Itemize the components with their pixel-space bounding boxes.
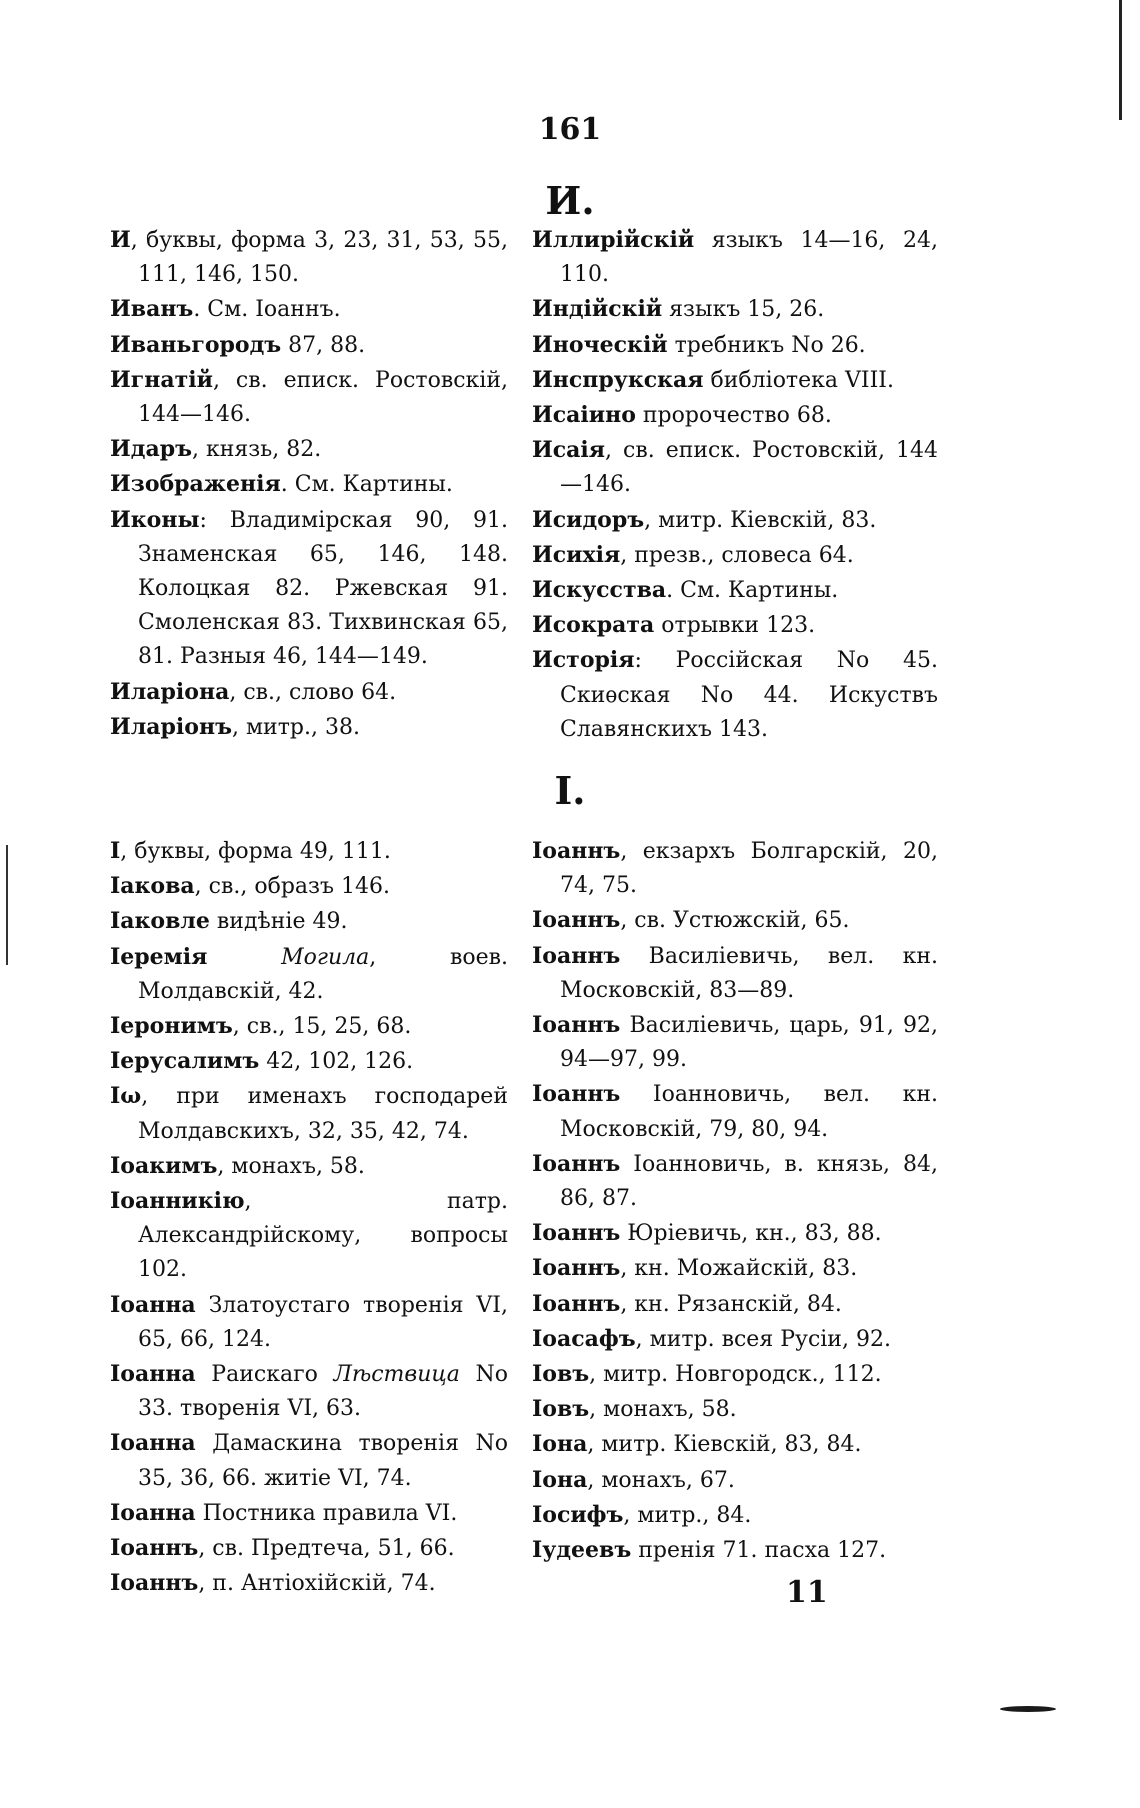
index-entry xyxy=(532,292,938,327)
entry-headword: Иноческій xyxy=(532,331,668,358)
entry-headword: Иваньгородъ xyxy=(110,331,282,358)
entry-text: , св. Предтеча, 51, 66. xyxy=(198,1536,455,1562)
index-entry xyxy=(110,1531,508,1566)
entry-headword: Іоаннъ xyxy=(110,1570,199,1597)
entry-text: Златоустаго творенія VI, 65, 66, 124. xyxy=(138,1292,508,1352)
entry-headword: Іеронимъ xyxy=(110,1013,233,1040)
entry-text: , при именахъ господарей Молдавскихъ, 32, 35, 42, 74. xyxy=(138,1084,508,1144)
entry-headword: Исторія xyxy=(532,647,635,674)
entry-text: языкъ 14—16, 24, 110. xyxy=(560,228,938,288)
index-entry xyxy=(532,1392,938,1427)
entry-headword: Исократа xyxy=(532,612,655,639)
entry-headword: Искусства xyxy=(532,577,667,604)
index-entry xyxy=(110,432,508,467)
entry-text: , буквы, форма 49, 111. xyxy=(120,839,391,864)
index-entry xyxy=(532,363,938,398)
entry-text: Раискаго xyxy=(195,1362,334,1388)
index-entry xyxy=(532,1251,938,1286)
entry-headword: Іоаннъ xyxy=(532,838,621,864)
entry-headword: Іона xyxy=(532,1431,588,1458)
entry-headword: Іоаннъ xyxy=(532,1081,621,1108)
index-entry xyxy=(532,398,938,433)
entry-headword: Игнатій xyxy=(110,366,213,393)
index-entry xyxy=(110,1426,508,1495)
entry-text: библіотека VIII. xyxy=(703,367,894,393)
entry-headword: Исаіино xyxy=(532,402,636,429)
entry-headword: Іоанна xyxy=(110,1291,196,1318)
entry-headword: Исидоръ xyxy=(532,506,645,533)
section-i-left-column xyxy=(110,223,508,745)
entry-headword: Іоаннъ xyxy=(532,942,621,969)
entry-text: , св., слово 64. xyxy=(229,679,397,705)
section-letter-i: И. xyxy=(545,178,595,223)
index-entry xyxy=(110,223,508,292)
entry-text: . См. Картины. xyxy=(666,578,839,604)
index-entry xyxy=(110,328,508,363)
entry-text: , митр., 84. xyxy=(623,1502,752,1528)
entry-text: , св., образъ 146. xyxy=(194,874,390,900)
entry-text: , князь, 82. xyxy=(191,437,322,463)
entry-text: , митр. Новгородск., 112. xyxy=(589,1362,882,1388)
entry-headword: Іеремія xyxy=(110,943,208,970)
entry-text: языкъ 15, 26. xyxy=(662,297,825,323)
index-entry xyxy=(532,1147,938,1216)
entry-headword: Іоаннъ xyxy=(532,1150,621,1177)
entry-text: Дамаскина творенія No 35, 36, 66. житіе VI, 74. xyxy=(138,1431,508,1491)
index-entry xyxy=(532,1463,938,1498)
index-entry xyxy=(532,608,938,643)
entry-headword: Инспрукская xyxy=(532,366,704,393)
entry-text: , св. еписк. Ростовскій, 144—146. xyxy=(138,367,508,428)
index-entry xyxy=(532,1322,938,1357)
entry-text: Постника правила VI. xyxy=(195,1500,458,1526)
entry-text: , митр. Кіевскій, 83, 84. xyxy=(587,1432,862,1458)
entry-headword: Идаръ xyxy=(110,436,192,463)
section-i-decimal-right-column xyxy=(532,834,938,1568)
entry-headword: Иларіонъ xyxy=(110,713,232,740)
entry-headword: Іоаннъ xyxy=(110,1535,199,1562)
index-entry xyxy=(532,1287,938,1322)
index-entry xyxy=(110,1288,508,1357)
index-entry xyxy=(532,503,938,538)
entry-text: , монахъ, 58. xyxy=(589,1397,737,1423)
entry-headword: Іовъ xyxy=(532,1396,590,1423)
entry-headword: Іерусалимъ xyxy=(110,1048,260,1075)
entry-text: : Владимірская 90, 91. Знаменская 65, 146, 148. Колоцкая 82. Ржевская 91. Смоленская 83. Тихвинская 65, 81. Разныя 46, 144—149. xyxy=(138,507,508,670)
entry-headword: Іоаннъ xyxy=(532,1220,621,1247)
entry-text-tail: No 33. творенія VI, 63. xyxy=(138,1362,508,1422)
entry-text: , кн. Рязанскій, 84. xyxy=(620,1291,842,1317)
entry-italic-name: Могила xyxy=(281,944,370,970)
index-entry xyxy=(110,1496,508,1531)
index-entry xyxy=(532,643,938,747)
entry-text: , буквы, форма 3, 23, 31, 53, 55, 111, 146, 150. xyxy=(130,228,508,288)
page-number: 161 xyxy=(538,112,602,147)
entry-headword: Иконы xyxy=(110,506,200,533)
index-entry xyxy=(110,1149,508,1184)
section-i-right-column xyxy=(532,223,938,747)
entry-text: требникъ No 26. xyxy=(667,332,866,358)
index-entry xyxy=(110,1184,508,1288)
entry-headword: Изображенія xyxy=(110,471,281,498)
entry-text: Юріевичь, кн., 83, 88. xyxy=(620,1221,882,1247)
entry-headword: Іосифъ xyxy=(532,1501,624,1528)
index-entry xyxy=(532,1008,938,1077)
entry-text: , св., 15, 25, 68. xyxy=(232,1014,412,1040)
entry-headword: Іоаннъ xyxy=(532,1012,621,1039)
entry-headword: Индійскій xyxy=(532,296,663,323)
entry-headword: Исихія xyxy=(532,541,621,568)
scan-edge-mark xyxy=(6,845,8,965)
index-entry xyxy=(110,904,508,939)
index-entry xyxy=(532,538,938,573)
entry-text: 42, 102, 126. xyxy=(259,1049,414,1075)
index-entry xyxy=(110,363,508,432)
signature-mark: 11 xyxy=(786,1575,828,1610)
index-entry xyxy=(110,675,508,710)
entry-headword: Іудеевъ xyxy=(532,1537,632,1564)
entry-text: , кн. Можайскій, 83. xyxy=(620,1256,858,1282)
entry-text: пророчество 68. xyxy=(635,403,832,429)
entry-headword: Исаія xyxy=(532,437,606,464)
entry-headword: Іоанникію xyxy=(110,1188,245,1215)
entry-text: , презв., словеса 64. xyxy=(620,542,854,568)
index-entry xyxy=(110,1357,508,1426)
index-entry xyxy=(532,223,938,292)
entry-headword: Іоаннъ xyxy=(532,907,621,934)
entry-headword: I xyxy=(110,838,121,864)
index-entry xyxy=(110,710,508,745)
entry-text: , монахъ, 58. xyxy=(217,1153,365,1179)
index-entry xyxy=(532,1357,938,1392)
index-entry xyxy=(110,467,508,502)
entry-text: Іоанновичь, вел. кн. Московскій, 79, 80, 94. xyxy=(560,1082,938,1142)
entry-text: , митр. Кіевскій, 83. xyxy=(644,507,877,533)
index-entry xyxy=(110,1566,508,1601)
entry-headword: Иванъ xyxy=(110,296,194,323)
index-entry xyxy=(532,573,938,608)
entry-headword: Іона xyxy=(532,1466,588,1493)
entry-text: 87, 88. xyxy=(281,332,366,358)
index-entry xyxy=(110,1044,508,1079)
entry-headword: Іакова xyxy=(110,873,195,900)
index-entry xyxy=(532,1498,938,1533)
entry-headword: Іоанна xyxy=(110,1499,196,1526)
index-entry xyxy=(532,1533,938,1568)
entry-headword: Іаковле xyxy=(110,908,210,935)
entry-text: , воев. Молдавскій, 42. xyxy=(138,944,508,1004)
entry-text: Василіевичь, царь, 91, 92, 94—97, 99. xyxy=(560,1013,938,1073)
entry-text: видѣніе 49. xyxy=(209,909,348,935)
entry-text: . См. Іоаннъ. xyxy=(193,297,341,323)
entry-text: , св. еписк. Ростовскій, 144—146. xyxy=(560,438,938,498)
entry-text: , митр. всея Русіи, 92. xyxy=(635,1326,891,1352)
entry-italic-title: Лѣствица xyxy=(333,1362,460,1388)
entry-text: , св. Устюжскій, 65. xyxy=(620,908,850,934)
entry-headword: Іоанна xyxy=(110,1361,196,1388)
index-entry xyxy=(110,940,508,1009)
index-entry xyxy=(532,433,938,502)
entry-headword: Іоакимъ xyxy=(110,1152,218,1179)
entry-text: отрывки 123. xyxy=(654,613,816,639)
index-entry xyxy=(110,869,508,904)
entry-text: , митр., 38. xyxy=(231,714,360,740)
entry-headword: Іоаннъ xyxy=(532,1290,621,1317)
section-i-decimal-left-column xyxy=(110,834,508,1601)
index-entry xyxy=(532,1427,938,1462)
entry-headword: И xyxy=(110,227,131,253)
entry-headword: Іоанна xyxy=(110,1430,196,1457)
entry-headword: Іоасафъ xyxy=(532,1325,636,1352)
entry-text: , п. Антіохійскій, 74. xyxy=(198,1571,436,1597)
entry-text: , екзархъ Болгарскій, 20, 74, 75. xyxy=(560,839,938,899)
index-entry xyxy=(532,834,938,903)
entry-text: , монахъ, 67. xyxy=(587,1467,735,1493)
index-entry xyxy=(532,328,938,363)
entry-text: Василіевичь, вел. кн. Московскій, 83—89. xyxy=(560,943,938,1003)
entry-text: Іоанновичь, в. князь, 84, 86, 87. xyxy=(560,1151,938,1212)
index-entry xyxy=(532,903,938,938)
ink-smudge xyxy=(1000,1706,1056,1712)
entry-headword: Іω xyxy=(110,1083,142,1110)
entry-text: . См. Картины. xyxy=(280,472,453,498)
entry-text: , патр. Александрійскому, вопросы 102. xyxy=(138,1189,508,1283)
index-entry xyxy=(110,1079,508,1148)
index-entry xyxy=(532,1216,938,1251)
index-entry xyxy=(532,1077,938,1146)
entry-text: : Россійская No 45. Скиѳская No 44. Искуствъ Славянскихъ 143. xyxy=(560,648,938,742)
index-entry xyxy=(110,503,508,675)
entry-text: пренія 71. пасха 127. xyxy=(631,1538,887,1564)
index-entry xyxy=(110,292,508,327)
index-entry xyxy=(110,834,508,869)
entry-headword: Іоаннъ xyxy=(532,1255,621,1282)
index-entry xyxy=(110,1009,508,1044)
entry-headword: Іовъ xyxy=(532,1361,590,1388)
entry-headword: Иларіона xyxy=(110,678,230,705)
page-border-rule xyxy=(1119,0,1122,120)
entry-headword: Иллирійскій xyxy=(532,227,695,253)
index-entry xyxy=(532,939,938,1008)
section-letter-i-decimal: I. xyxy=(554,768,586,813)
